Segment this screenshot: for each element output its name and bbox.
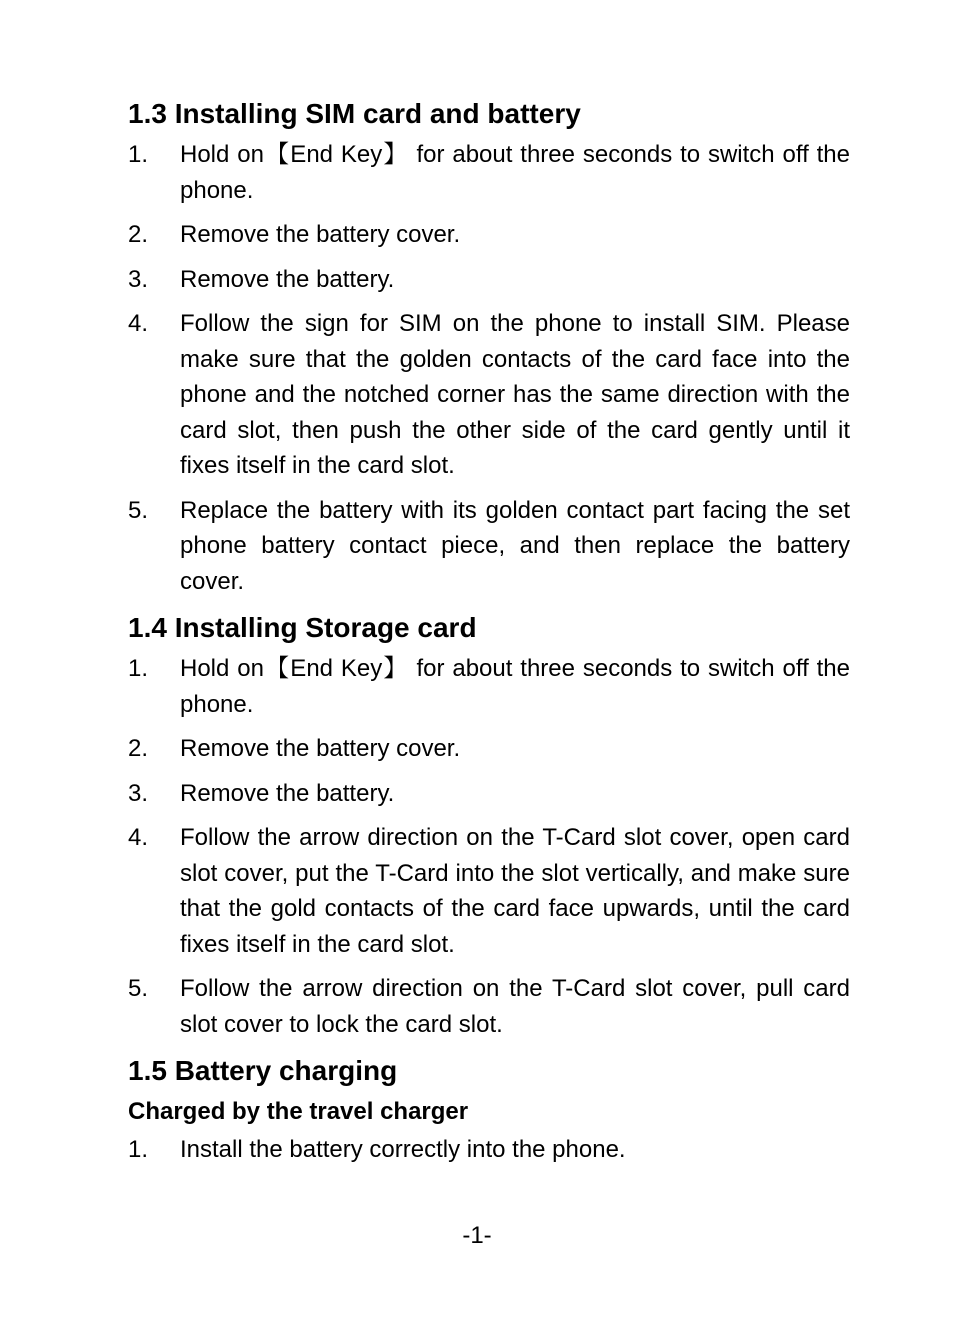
step-number: 3. [128, 265, 149, 293]
step-text: Remove the battery cover. [180, 221, 461, 248]
step-text: Replace the battery with its golden contact part facing the set phone battery contact piece, and then replace the battery cover. [180, 496, 850, 595]
step-text: Hold on【End Key】 for about three seconds to switch off the phone. [180, 655, 850, 718]
section-title-battery-charging: 1.5 Battery charging [128, 1055, 398, 1086]
list-item [128, 493, 850, 600]
list-item [128, 306, 850, 484]
step-number: 4. [128, 310, 149, 337]
step-number: 1. [128, 655, 149, 682]
battery-charging-steps [128, 1132, 850, 1168]
storage-card-steps [128, 651, 850, 1042]
step-number: 1. [128, 141, 149, 168]
step-number: 5. [128, 496, 149, 524]
step-text: Follow the arrow direction on the T-Card slot cover, open card slot cover, put the T-Card into the slot vertically, and make sure that the gold contacts of the card face upwards, until the card fixes itself in the card slot. [180, 824, 850, 958]
subsection-title-travel-charger: Charged by the travel charger [128, 1098, 469, 1125]
list-item [128, 776, 850, 812]
step-number: 2. [128, 735, 149, 762]
list-item [128, 651, 850, 722]
page-number: -1- [462, 1222, 492, 1249]
step-number: 2. [128, 221, 149, 248]
step-number: 3. [128, 779, 149, 807]
page-content [128, 94, 850, 1177]
list-item [128, 820, 850, 962]
step-number: 1. [128, 1136, 149, 1163]
section-title-sim-battery: 1.3 Installing SIM card and battery [128, 98, 581, 129]
step-text: Follow the sign for SIM on the phone to install SIM. Please make sure that the golden contacts of the card face into the phone and the notched corner has the same direction with the card slot, then push the other side of the card gently until it fixes itself in the card slot. [180, 310, 850, 479]
list-item [128, 262, 850, 298]
list-item [128, 1132, 850, 1168]
step-text: Remove the battery cover. [180, 735, 461, 762]
list-item [128, 217, 850, 253]
step-text: Install the battery correctly into the phone. [180, 1136, 626, 1163]
section-title-storage-card: 1.4 Installing Storage card [128, 612, 477, 643]
step-text: Hold on【End Key】 for about three seconds to switch off the phone. [180, 141, 850, 204]
step-number: 5. [128, 975, 149, 1002]
step-text: Remove the battery. [180, 265, 395, 293]
list-item [128, 731, 850, 767]
list-item [128, 137, 850, 208]
step-number: 4. [128, 824, 149, 851]
step-text: Follow the arrow direction on the T-Card slot cover, pull card slot cover to lock the card slot. [180, 975, 850, 1038]
list-item [128, 971, 850, 1042]
sim-battery-steps [128, 137, 850, 599]
step-text: Remove the battery. [180, 779, 395, 807]
